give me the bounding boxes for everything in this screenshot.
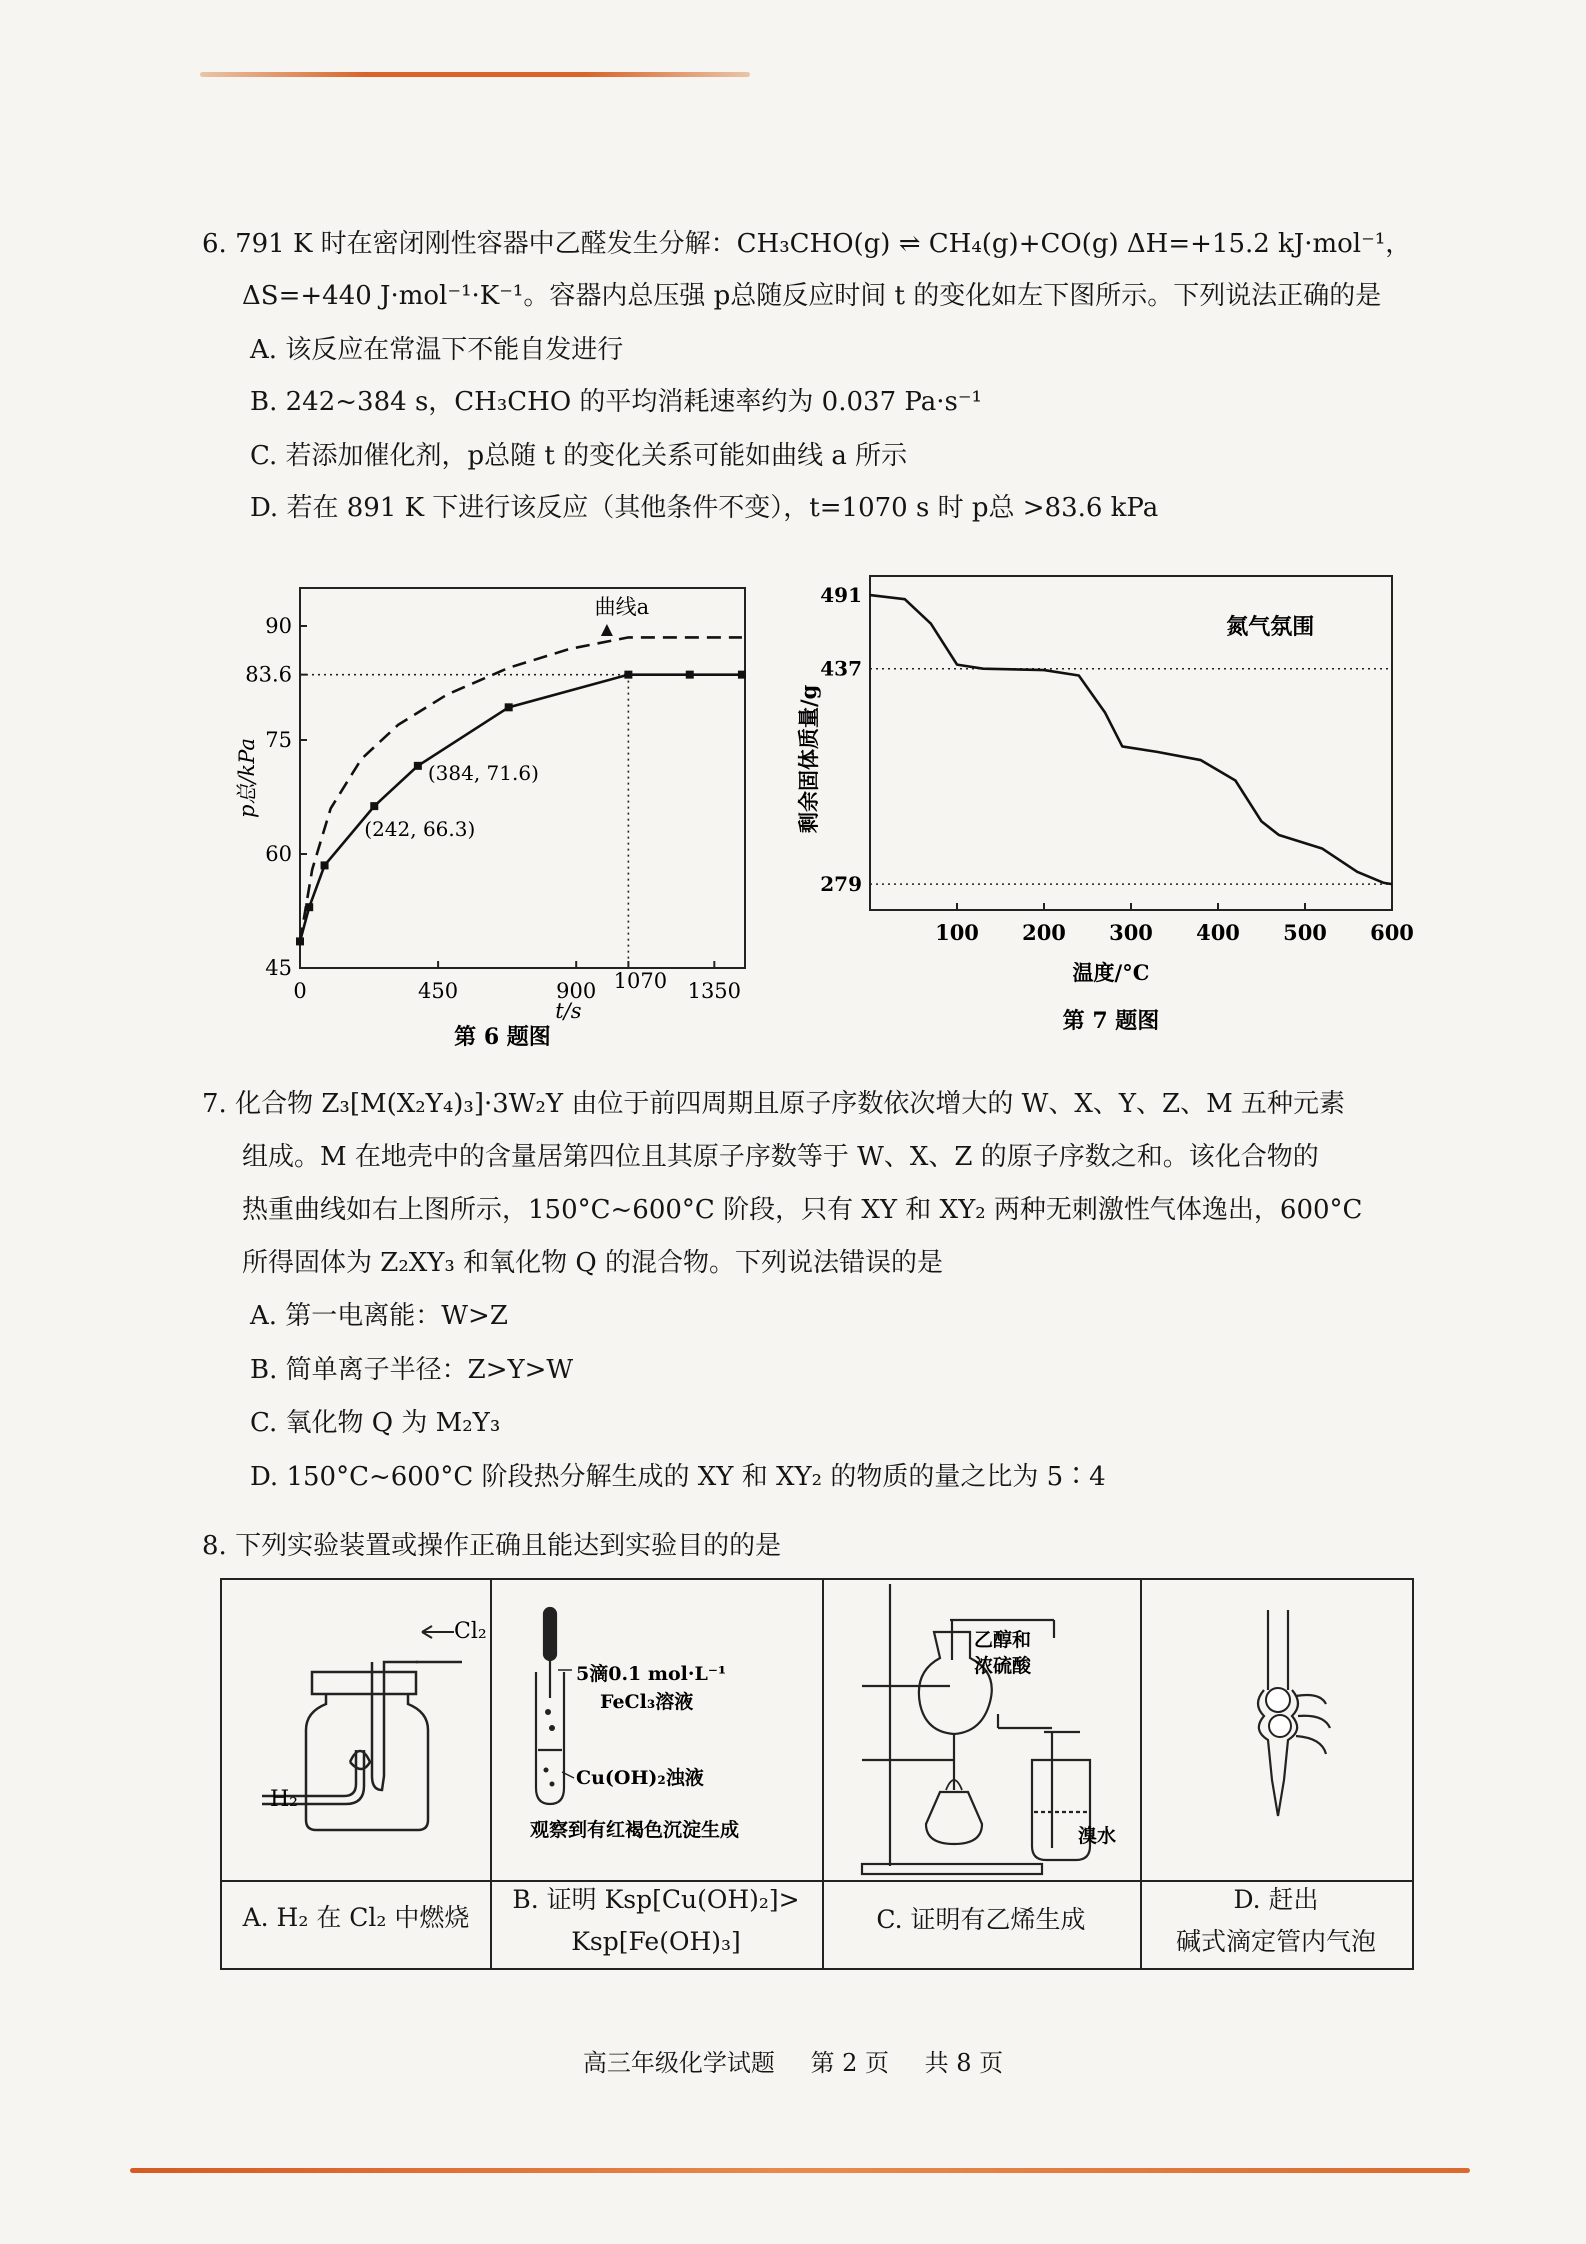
caption-a: A. H₂ 在 Cl₂ 中燃烧 <box>242 1903 470 1932</box>
y-axis-label: 剩余固体质量/g <box>796 684 821 833</box>
q6-option-a: A. 该反应在常温下不能自发进行 <box>250 335 624 365</box>
apparatus-c-ethylene <box>822 1580 1140 1880</box>
footer-title: 高三年级化学试题 <box>582 2049 775 2077</box>
x-axis-label: t/s <box>555 999 582 1023</box>
footer-total: 共 8 页 <box>924 2049 1004 2077</box>
q7-option-a: A. 第一电离能：W>Z <box>250 1301 508 1331</box>
y-tick-label: 279 <box>820 872 862 897</box>
x-tick-label: 200 <box>1022 920 1066 945</box>
y-tick-label: 83.6 <box>245 662 292 687</box>
caption-b-line1: B. 证明 Ksp[Cu(OH)₂]> <box>512 1885 800 1914</box>
series-curve-a <box>300 637 742 941</box>
label-fecl3: FeCl₃溶液 <box>600 1691 694 1713</box>
x-tick-label: 300 <box>1109 920 1153 945</box>
label-h2: H₂ <box>270 1787 299 1812</box>
q7-stem-line4: 所得固体为 Z₂XY₃ 和氧化物 Q 的混合物。下列说法错误的是 <box>242 1248 943 1278</box>
caption-b-line2: Ksp[Fe(OH)₃] <box>571 1927 741 1956</box>
q6-option-b: B. 242~384 s，CH₃CHO 的平均消耗速率约为 0.037 Pa·s⁻¹ <box>250 387 982 417</box>
x-tick-label: 100 <box>935 920 979 945</box>
figure-6-pressure-chart <box>220 570 780 1050</box>
y-axis-label: p总/kPa <box>235 738 259 818</box>
curve-a-arrowhead <box>601 624 613 636</box>
curve-a-label: 曲线a <box>594 595 650 619</box>
label-sulfuric-acid: 浓硫酸 <box>974 1655 1032 1677</box>
q7-stem-line1: 7. 化合物 Z₃[M(X₂Y₄)₃]·3W₂Y 由位于前四周期且原子序数依次增大的 W、X、Y、Z、M 五种元素 <box>202 1089 1345 1119</box>
q7-stem-line3: 热重曲线如右上图所示，150°C~600°C 阶段，只有 XY 和 XY₂ 两种无刺激性气体逸出，600°C <box>242 1195 1363 1225</box>
apparatus-d-burette <box>1140 1580 1412 1880</box>
q8-stem: 8. 下列实验装置或操作正确且能达到实验目的的是 <box>202 1531 782 1561</box>
page-footer <box>0 2043 1586 2078</box>
x-tick-label: 900 <box>556 979 597 1003</box>
y-tick-label: 491 <box>820 583 862 608</box>
apparatus-a-gas-jar <box>222 1580 490 1880</box>
x-tick-label: 600 <box>1370 920 1414 945</box>
q6-option-c: C. 若添加催化剂，p总随 t 的变化关系可能如曲线 a 所示 <box>250 441 908 471</box>
x-tick-label: 500 <box>1283 920 1327 945</box>
label-bromine-water: 溴水 <box>1078 1825 1117 1847</box>
y-tick-label: 90 <box>265 614 292 638</box>
data-point <box>686 671 694 679</box>
data-point <box>505 703 513 711</box>
data-point <box>738 671 746 679</box>
q7-option-d: D. 150°C~600°C 阶段热分解生成的 XY 和 XY₂ 的物质的量之比为 5∶4 <box>250 1462 1106 1492</box>
apparatus-b-test-tube <box>490 1580 822 1880</box>
q6-stem-line2: ΔS=+440 J·mol⁻¹·K⁻¹。容器内总压强 p总随反应时间 t 的变化如左下图所示。下列说法正确的是 <box>242 281 1382 311</box>
label-cuoh2: Cu(OH)₂浊液 <box>576 1767 704 1789</box>
x-tick-label: 400 <box>1196 920 1240 945</box>
scan-artifact-top <box>200 72 750 77</box>
figure-6-caption: 第 6 题图 <box>454 1024 551 1050</box>
annotation-242: (242, 66.3) <box>364 817 476 842</box>
caption-c: C. 证明有乙烯生成 <box>876 1905 1086 1934</box>
q6-stem-line1: 6. 791 K 时在密闭刚性容器中乙醛发生分解：CH₃CHO(g) ⇌ CH₄(g)+CO(g) ΔH=+15.2 kJ·mol⁻¹， <box>202 229 1412 259</box>
legend-nitrogen: 氮气氛围 <box>1226 614 1315 640</box>
x-axis-label: 温度/°C <box>1072 960 1150 985</box>
data-point <box>321 861 329 869</box>
footer-page: 第 2 页 <box>810 2049 889 2077</box>
q6-option-d: D. 若在 891 K 下进行该反应（其他条件不变），t=1070 s 时 p总 >83.6 kPa <box>250 493 1159 523</box>
data-point <box>370 802 378 810</box>
label-observation: 观察到有红褐色沉淀生成 <box>530 1819 740 1841</box>
scan-artifact-bottom <box>130 2168 1470 2173</box>
q8-apparatus-table <box>220 1578 1414 1970</box>
x-tick-label: 1070 <box>613 969 668 993</box>
y-tick-label: 75 <box>265 728 292 752</box>
x-tick-label: 0 <box>293 979 307 1003</box>
series-solid-line <box>300 675 742 942</box>
caption-d-line1: D. 赶出 <box>1233 1885 1319 1914</box>
q7-option-c: C. 氧化物 Q 为 M₂Y₃ <box>250 1408 501 1438</box>
x-tick-label: 450 <box>418 979 459 1003</box>
y-tick-label: 437 <box>820 656 862 681</box>
label-fecl3-conc: 5滴0.1 mol·L⁻¹ <box>576 1663 727 1685</box>
label-ethanol: 乙醇和 <box>974 1629 1032 1651</box>
figure-7-thermogravimetric-chart <box>780 560 1420 1050</box>
q7-stem-line2: 组成。M 在地壳中的含量居第四位且其原子序数等于 W、X、Z 的原子序数之和。该化合物的 <box>242 1142 1319 1172</box>
y-tick-label: 60 <box>265 842 292 866</box>
data-point <box>624 671 632 679</box>
label-cl2: Cl₂ <box>454 1619 487 1644</box>
data-point <box>414 762 422 770</box>
x-tick-label: 1350 <box>687 979 742 1003</box>
y-tick-label: 45 <box>265 956 292 980</box>
figure-7-caption: 第 7 题图 <box>1062 1008 1160 1034</box>
annotation-384: (384, 71.6) <box>427 760 539 785</box>
q7-option-b: B. 简单离子半径：Z>Y>W <box>250 1355 574 1385</box>
caption-d-line2: 碱式滴定管内气泡 <box>1175 1927 1376 1956</box>
